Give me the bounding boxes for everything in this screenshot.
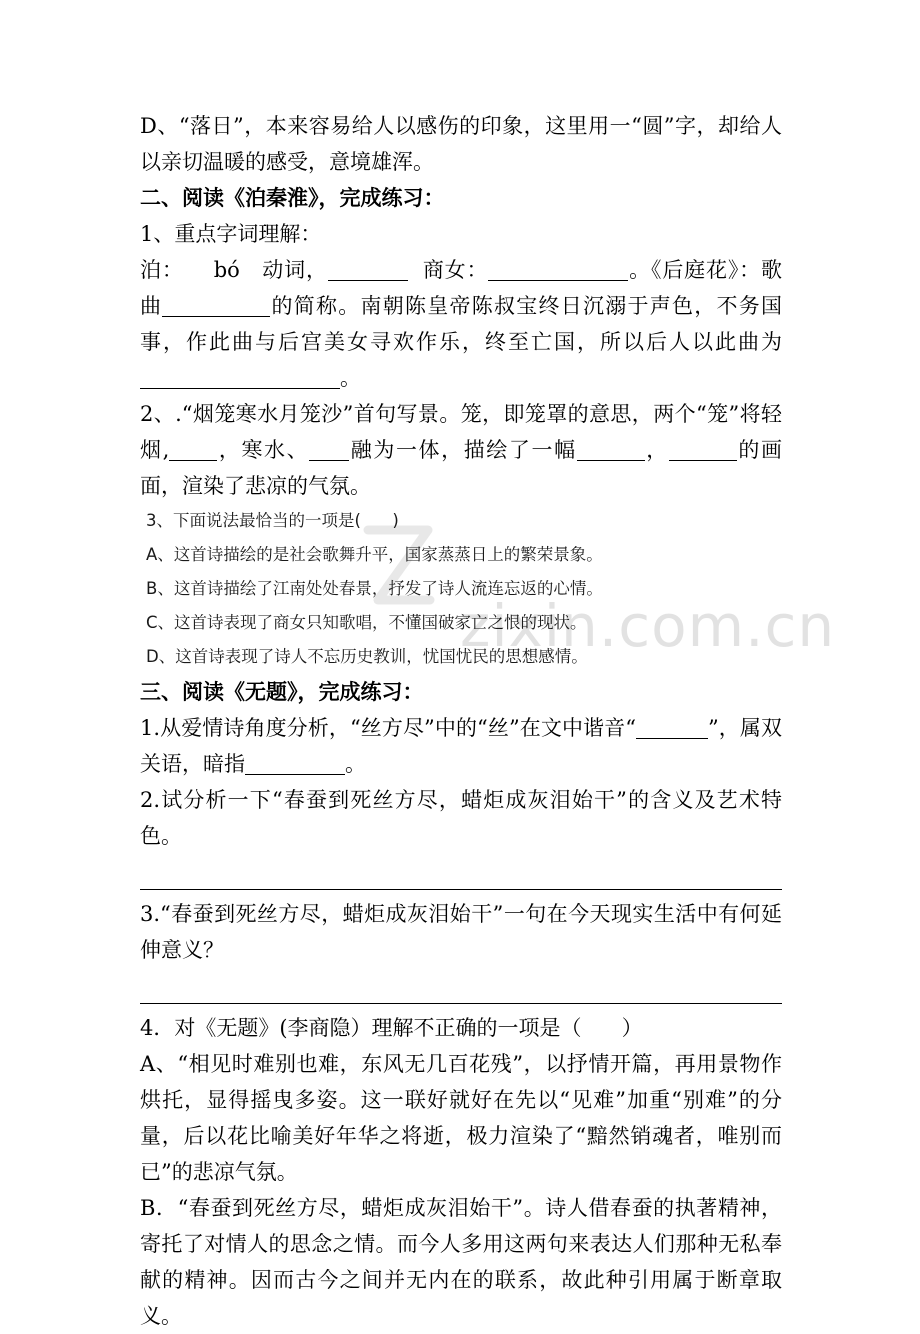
q1-text-4: 的简称。南朝陈皇帝陈叔宝终日沉溺于声色，不务国事，作此曲与后宫美女寻欢作乐，终至亡国，所以后人以此曲为 [140, 294, 782, 354]
q2-text-3: 融为一体，描绘了一幅 [349, 438, 577, 462]
s3q1-text-1: 1.从爱情诗角度分析，“丝方尽”中的“丝”在文中谐音“ [140, 716, 636, 740]
s3q1-text-end: 。 [345, 752, 366, 776]
question-3-option-b: B、这首诗描绘了江南处处春景，抒发了诗人流连忘返的心情。 [146, 579, 603, 598]
blank-bo-meaning[interactable] [328, 256, 408, 281]
question-3-block [146, 504, 782, 674]
s3q1-text-2: ”，属双关语，暗指 [140, 716, 782, 776]
question-1-body [140, 252, 782, 396]
section-3-question-2: 2.试分析一下“春蚕到死丝方尽，蜡炬成灰泪始干”的含义及艺术特色。 [140, 788, 782, 848]
question-3-option-c: C、这首诗表现了商女只知歌唱，不懂国破家亡之恨的现状。 [146, 613, 587, 632]
blank-homophone[interactable] [636, 714, 708, 739]
section-3-question-4-option-b: B．“春蚕到死丝方尽，蜡炬成灰泪始干”。诗人借春蚕的执著精神，寄托了对情人的思念之情。而今人多用这两句来表达人们那种无私奉献的精神。因而古今之间并无内在的联系，故此种引用属于断章取义。 [140, 1196, 782, 1328]
q2-sep: ， [644, 438, 669, 462]
question-3-option-d: D、这首诗表现了诗人不忘历史教训，忧国忧民的思想感情。 [146, 647, 588, 666]
document-content [140, 108, 782, 1334]
blank-q2-4[interactable] [669, 436, 737, 461]
section-3-question-3: 3.“春蚕到死丝方尽，蜡炬成灰泪始干”一句在今天现实生活中有何延伸意义？ [140, 902, 782, 962]
question-3-title: 3、下面说法最恰当的一项是( ) [146, 511, 399, 530]
section-2-heading: 二、阅读《泊秦淮》，完成练习： [140, 185, 445, 210]
q2-text-1: 2、.“烟笼寒水月笼沙”首句写景。笼，即笼罩的意思，两个“笼”将轻烟, [140, 402, 782, 462]
question-2-body [140, 396, 782, 504]
q2-text-4: 的画面，渲染了悲凉的气氛。 [140, 438, 783, 498]
q1-text-end: 。 [340, 366, 361, 390]
question-3-option-a: A、这首诗描绘的是社会歌舞升平，国家蒸蒸日上的繁荣景象。 [146, 545, 603, 564]
option-d-paragraph: D、“落日”，本来容易给人以感伤的印象，这里用一“圆”字，却给人以亲切温暖的感受，意境雄浑。 [140, 114, 782, 174]
q1-text-2: 商女： [407, 258, 489, 282]
section-3-question-1 [140, 710, 782, 782]
question-1-title: 1、重点字词理解： [140, 222, 322, 246]
watermark-text: zixin.com.cn [460, 592, 836, 660]
blank-shangnv-meaning[interactable] [488, 256, 628, 281]
blank-metaphor[interactable] [140, 364, 340, 389]
q1-text-1: 泊： bó 动词， [140, 258, 328, 282]
blank-q2-1[interactable] [169, 436, 217, 461]
blank-song-name[interactable] [162, 292, 270, 317]
section-3-heading: 三、阅读《无题》，完成练习： [140, 679, 424, 704]
section-3-question-4-option-a: A、“相见时难别也难，东风无几百花残”，以抒情开篇，再用景物作烘托，显得摇曳多姿。这一联好就好在先以“见难”加重“别难”的分量，后以花比喻美好年华之将逝，极力渲染了“黯然销魂者，唯别而已”的悲凉气氛。 [140, 1052, 782, 1184]
q1-text-3: 。《后庭花》：歌曲 [140, 258, 782, 318]
q2-text-2: ，寒水、 [217, 438, 310, 462]
blank-implied-meaning[interactable] [245, 750, 345, 775]
section-3-question-4: 4．对《无题》(李商隐）理解不正确的一项是（ ） [140, 1016, 643, 1040]
answer-line-q2[interactable] [140, 854, 782, 890]
blank-q2-3[interactable] [577, 436, 645, 461]
blank-q2-2[interactable] [309, 436, 349, 461]
answer-line-q3[interactable] [140, 968, 782, 1004]
